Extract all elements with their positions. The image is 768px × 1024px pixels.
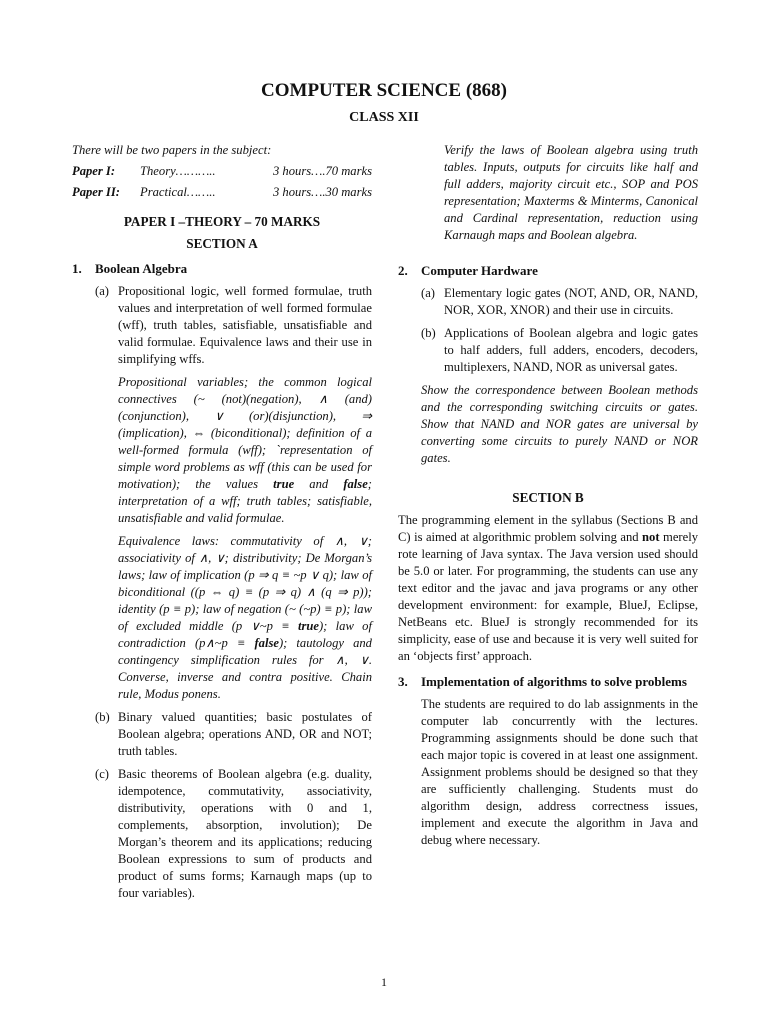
topic-1-item-b [95,709,372,760]
topic-2-number: 2. [398,263,408,278]
topic-1-heading [72,260,372,277]
topic-1-note-1 [118,374,372,527]
left-column [72,142,372,902]
section-b-text-part: The programming element in the syllabus (Sections B and C) is aimed at algorithmic problem solving and [398,513,698,544]
topic-3-number: 3. [398,674,408,689]
topic-1-title: Boolean Algebra [95,261,188,276]
topic-1-note-2 [118,533,372,703]
item-text: Applications of Boolean algebra and logic gates to half adders, full adders, encoders, decoders, multiplexers, NAND, NOR as universal gates. [444,326,698,374]
item-text: Propositional logic, well formed formulae, truth values and interpretation of well formed formulae (wff), truth tables, satisfiable, unsatisfiable and valid formulae. Equivalence laws and their use in simplifying wffs. [118,284,372,366]
section-b-text-part: merely rote learning of Java syntax. The Java version used should be 5.0 or later. For programming, the students can use any text editor and the javac and java programs or any other development environment: for example, BlueJ, Eclipse, NetBeans etc. BlueJ is strongly recommended for its simplicity, ease of use and because it is very well suited for an ‘objects first’ approach. [398,530,699,663]
section-b-emphasis: not [642,530,660,544]
note-keyword: false [343,477,368,491]
topic-2-item-a [421,285,698,319]
item-text: Basic theorems of Boolean algebra (e.g. duality, idempotence, commutativity, associativity, distributivity, operations with 0 and 1, complements, absorption, involution); De Morgan’s theorem and its applications; reducing Boolean expressions to sum of products and product of sums forms; Karnaugh maps (up to four variables). [118,767,372,900]
note-text: Propositional variables; the common logical connectives (~ (not)(negation), ∧ (and)(conjunction), ∨ (or)(disjunction), ⇒ (implication), ⇔ (biconditional); definition of a well-formed formula (wff); `representation of simple word problems as wff (this can be used for motivation); the values [118,375,372,491]
section-a-heading: SECTION A [186,236,258,251]
note-text: ); law of contradiction (p∧~p ≡ [118,619,372,650]
item-text: Binary valued quantities; basic postulates of Boolean algebra; operations AND, OR and NOT; truth tables. [118,710,372,758]
note-keyword: false [254,636,279,650]
note-text: ); tautology and contingency simplification rules for ∧, ∨. Converse, inverse and contra positive. Chain rule, Modus ponens. [118,636,372,701]
paper-2-marks: 3 hours….30 marks [272,185,372,199]
topic-2-note: Show the correspondence between Boolean methods and the corresponding switching circuits or gates. Show that NAND and NOR gates are universal by converting some circuits to purely NAND or NOR gates. [421,383,698,465]
item-label: (c) [95,767,109,781]
section-b-heading: SECTION B [512,490,584,505]
paper-heading: PAPER I –THEORY – 70 MARKS [123,214,321,229]
intro-text: There will be two papers in the subject: [72,143,272,157]
paper-2-label: Paper II: [72,185,120,199]
paper-1-marks: 3 hours….70 marks [272,164,372,178]
note-keyword: true [273,477,295,491]
topic-1-item-c [95,766,372,902]
topic-1-number: 1. [72,261,82,276]
page-title: COMPUTER SCIENCE (868) [261,80,507,101]
page-subtitle: CLASS XII [349,110,419,125]
note-keyword: true [297,619,319,633]
item-label: (a) [421,286,435,300]
paper-2-row [72,184,372,201]
section-b-text [398,512,698,665]
note-text: Equivalence laws: commutativity of ∧, ∨; associativity of ∧, ∨; distributivity; De Morgan’s laws; law of implication (p ⇒ q ≡ ~p ∨ q); law of biconditional ((p ⇔ q) ≡ (p ⇒ q) ∧ (q ⇒ p)); identity (p ≡ p); law of negation (~ (~p) ≡ p); law of excluded middle (p ∨~p ≡ [118,534,372,633]
topic-2-title: Computer Hardware [421,263,538,278]
topic-3-title: Implementation of algorithms to solve problems [421,674,687,689]
right-column [398,142,698,849]
item-label: (b) [95,710,110,724]
topic-2-item-b [421,325,698,376]
note-text: ; interpretation of a wff; truth tables; satisfiable, unsatisfiable and valid formulae. [118,477,372,525]
item-label: (a) [95,284,109,298]
note-text: and [309,477,329,491]
paper-1-label: Paper I: [72,164,116,178]
paper-2-name: Practical…….. [140,185,216,199]
topic-1-item-a [95,283,372,368]
topic-1-note-3: Verify the laws of Boolean algebra using truth tables. Inputs, outputs for circuits like half and full adders, majority circuit etc., SOP and POS representation; Maxterms & Minterms, Canonical and Cardinal representation, reduction using Karnaugh maps and Boolean algebra. [444,143,698,242]
item-text: Elementary logic gates (NOT, AND, OR, NAND, NOR, XOR, XNOR) and their use in circuits. [444,286,698,317]
paper-1-name: Theory……….. [140,164,216,178]
paper-1-row [72,163,372,180]
page-number: 1 [381,975,387,989]
topic-3-text: The students are required to do lab assignments in the computer lab concurrently with the lectures. Programming assignments should be done such that each major topic is covered in at least one assignment. Assignment problems should be designed so that they are sufficiently challenging. Students must do algorithm design, address correctness issues, implement and execute the algorithm in Java and debug where necessary. [421,697,698,847]
topic-3-heading [398,673,698,690]
topic-2-heading [398,262,698,279]
item-label: (b) [421,326,436,340]
